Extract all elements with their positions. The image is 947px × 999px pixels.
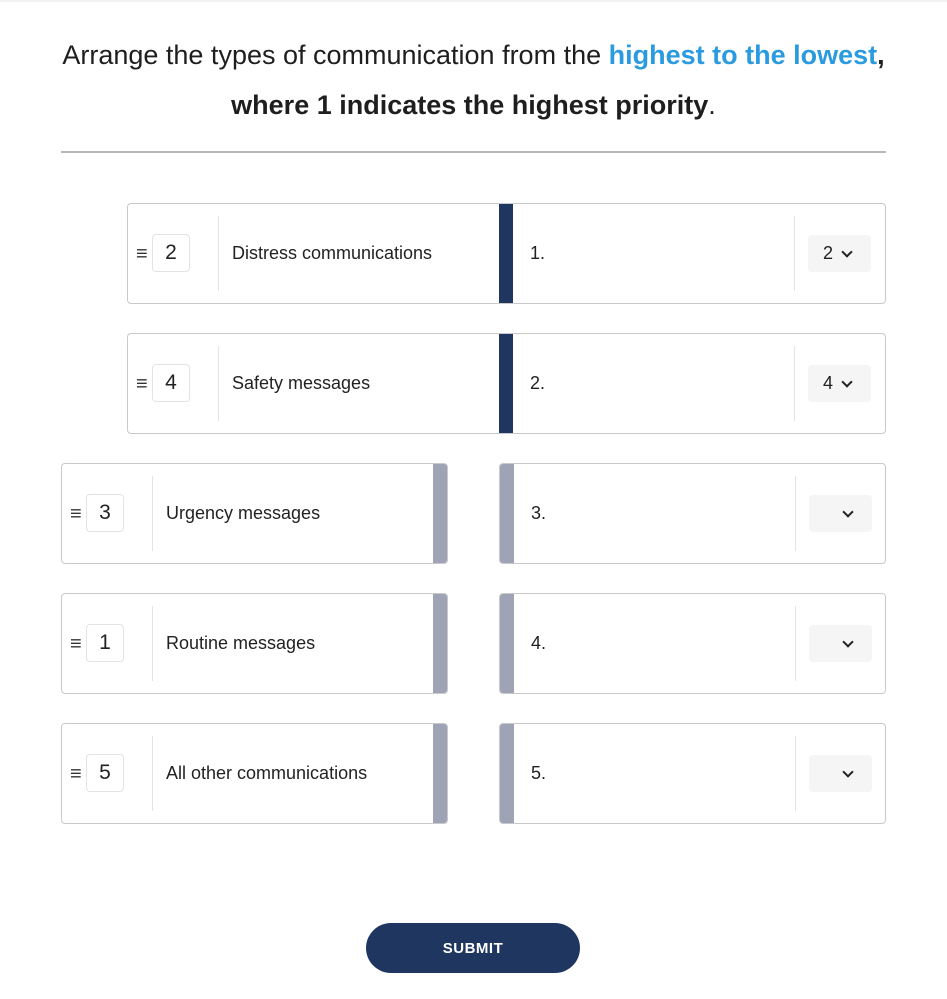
slot-4[interactable] <box>499 593 886 694</box>
slot-separator <box>794 346 795 421</box>
drag-handle-icon[interactable]: ≡ <box>70 762 82 785</box>
item-label: Safety messages <box>232 373 371 393</box>
item-label: Urgency messages <box>166 503 321 523</box>
submit-button[interactable]: SUBMIT <box>366 923 580 973</box>
chevron-down-icon <box>842 636 853 647</box>
question-part-1: Arrange the types of communication from the <box>62 40 609 70</box>
drag-item-1[interactable] <box>127 203 514 304</box>
question-highlight: highest to the lowest <box>608 40 878 70</box>
item-number: 3 <box>86 494 124 532</box>
item-bar <box>433 464 447 563</box>
item-number: 4 <box>152 364 190 402</box>
item-number: 1 <box>86 624 124 662</box>
drag-item-4[interactable] <box>61 593 448 694</box>
drag-handle-icon[interactable]: ≡ <box>136 242 148 265</box>
slot-select[interactable] <box>808 365 871 402</box>
divider <box>61 151 886 153</box>
chevron-down-icon <box>841 376 852 387</box>
item-label: Routine messages <box>166 633 316 653</box>
slot-bar <box>500 594 514 693</box>
slot-separator <box>795 606 796 681</box>
slot-number: 1. <box>530 243 546 263</box>
chevron-down-icon <box>842 766 853 777</box>
drag-item-5[interactable] <box>61 723 448 824</box>
slot-number: 3. <box>531 503 547 523</box>
slot-number: 4. <box>531 633 547 653</box>
slot-selected-value: 2 <box>823 243 834 263</box>
drag-handle-icon[interactable]: ≡ <box>70 502 82 525</box>
slot-separator <box>794 216 795 291</box>
slot-bar <box>500 724 514 823</box>
slot-bar <box>499 204 513 303</box>
slot-separator <box>795 476 796 551</box>
top-edge <box>0 0 947 2</box>
drag-item-3[interactable] <box>61 463 448 564</box>
slot-bar <box>499 334 513 433</box>
slot-number: 5. <box>531 763 547 783</box>
question-part-3: . <box>708 90 716 120</box>
item-separator <box>218 216 219 291</box>
item-number: 2 <box>152 234 190 272</box>
slot-number: 2. <box>530 373 546 393</box>
item-label: All other communications <box>166 763 368 783</box>
item-label: Distress communications <box>232 243 433 263</box>
item-bar <box>433 724 447 823</box>
item-bar <box>433 594 447 693</box>
drag-handle-icon[interactable]: ≡ <box>136 372 148 395</box>
slot-select[interactable] <box>809 625 872 662</box>
chevron-down-icon <box>841 246 852 257</box>
slot-2[interactable] <box>499 333 886 434</box>
question-text <box>60 30 887 130</box>
item-separator <box>218 346 219 421</box>
chevron-down-icon <box>842 506 853 517</box>
item-separator <box>152 476 153 551</box>
item-number: 5 <box>86 754 124 792</box>
slot-3[interactable] <box>499 463 886 564</box>
slot-select[interactable] <box>809 495 872 532</box>
slot-bar <box>500 464 514 563</box>
drag-item-2[interactable] <box>127 333 514 434</box>
drag-handle-icon[interactable]: ≡ <box>70 632 82 655</box>
question-part-2: , where 1 indicates the highest priority <box>231 40 885 120</box>
slot-select[interactable] <box>808 235 871 272</box>
slot-separator <box>795 736 796 811</box>
item-separator <box>152 736 153 811</box>
slot-select[interactable] <box>809 755 872 792</box>
slot-5[interactable] <box>499 723 886 824</box>
item-separator <box>152 606 153 681</box>
slot-selected-value: 4 <box>823 373 834 393</box>
slot-1[interactable] <box>499 203 886 304</box>
